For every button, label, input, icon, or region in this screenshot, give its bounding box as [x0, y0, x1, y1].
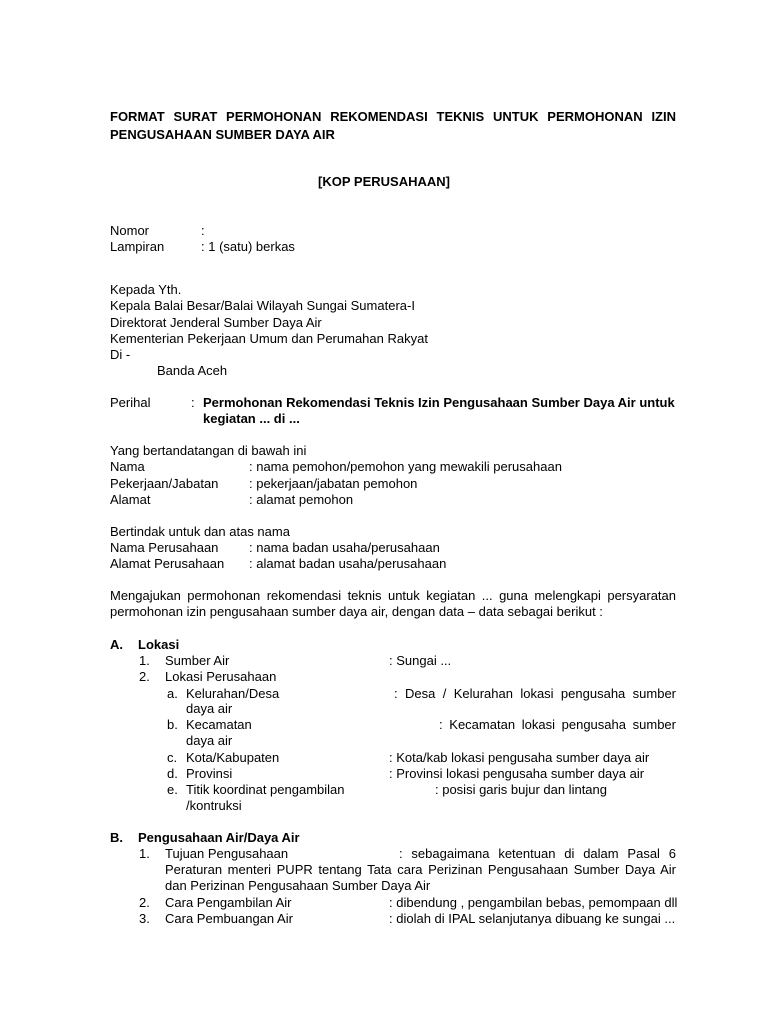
section-b-heading: Pengusahaan Air/Daya Air: [138, 830, 300, 845]
section-a-item-number: 2.: [139, 669, 150, 684]
company-value: : nama badan usaha/perusahaan: [249, 540, 440, 555]
perihal-label: Perihal: [110, 395, 151, 410]
sub-item-letter: a.: [167, 686, 178, 701]
sub-item-letter: b.: [167, 717, 178, 732]
section-b-item-number: 3.: [139, 911, 150, 926]
addressee-line: Di -: [110, 347, 131, 362]
sub-item-value: : Kota/kab lokasi pengusaha sumber daya air: [389, 750, 650, 765]
applicant-value: : pekerjaan/jabatan pemohon: [249, 476, 418, 491]
request-line-1: [110, 588, 676, 604]
company-value: : alamat badan usaha/perusahaan: [249, 556, 447, 571]
section-a-item-value: : Sungai ...: [389, 653, 452, 668]
section-b-item-value: : sebagaimana ketentuan di dalam Pasal 6: [399, 846, 676, 861]
section-b-item-value: : diolah di IPAL selanjutanya dibuang ke sungai ...: [389, 911, 676, 926]
addressee-line: Kepala Balai Besar/Balai Wilayah Sungai Sumatera-I: [110, 298, 415, 313]
applicant-label: Pekerjaan/Jabatan: [110, 476, 219, 491]
company-label: Nama Perusahaan: [110, 540, 219, 555]
sub-item-value-continued: daya air: [186, 733, 233, 748]
lampiran-label: Lampiran: [110, 239, 165, 254]
addressee-line: Kementerian Pekerjaan Umum dan Perumahan Rakyat: [110, 331, 428, 346]
kop-placeholder: [KOP PERUSAHAAN]: [318, 174, 450, 189]
addressee-line: Direktorat Jenderal Sumber Daya Air: [110, 315, 322, 330]
applicant-label: Alamat: [110, 492, 151, 507]
sub-item-value: : posisi garis bujur dan lintang: [435, 782, 607, 797]
sub-item-letter: d.: [167, 766, 178, 781]
section-b-item-number: 2.: [139, 895, 150, 910]
section-b-letter: B.: [110, 830, 123, 845]
sub-item-value-continued: daya air: [186, 701, 233, 716]
applicant-intro: Yang bertandatangan di bawah ini: [110, 443, 307, 458]
addressee-line: Kepada Yth.: [110, 282, 182, 297]
section-a-item-label: Lokasi Perusahaan: [165, 669, 277, 684]
nomor-label: Nomor: [110, 223, 150, 238]
section-a-item-number: 1.: [139, 653, 150, 668]
sub-item-label: Provinsi: [186, 766, 233, 781]
section-b-item-label: Tujuan Pengusahaan: [165, 846, 289, 861]
addressee-city: Banda Aceh: [157, 363, 228, 378]
applicant-value: : alamat pemohon: [249, 492, 354, 507]
section-b-item-value-continued: dan Perizinan Pengusahaan Sumber Daya Air: [165, 878, 431, 893]
company-intro: Bertindak untuk dan atas nama: [110, 524, 290, 539]
request-line-1-text: Mengajukan permohonan rekomendasi teknis untuk kegiatan ... guna melengkapi persyaratan: [110, 588, 676, 603]
company-label: Alamat Perusahaan: [110, 556, 225, 571]
section-b-item-value-continued: Peraturan menteri PUPR tentang Tata cara Perizinan Pengusahaan Sumber Daya Air: [165, 862, 676, 877]
sub-item-value: : Kecamatan lokasi pengusaha sumber: [439, 717, 676, 732]
sub-item-label: Kecamatan: [186, 717, 252, 732]
applicant-value: : nama pemohon/pemohon yang mewakili perusahaan: [249, 459, 562, 474]
sub-item-label: Kota/Kabupaten: [186, 750, 280, 765]
sub-item-label: Titik koordinat pengambilan: [186, 782, 345, 797]
perihal-text-line-1: Permohonan Rekomendasi Teknis Izin Pengusahaan Sumber Daya Air untuk: [203, 395, 675, 410]
title-line-1: FORMAT SURAT PERMOHONAN REKOMENDASI TEKNIS UNTUK PERMOHONAN IZIN: [110, 109, 676, 124]
applicant-label: Nama: [110, 459, 145, 474]
section-b-item-label: Cara Pembuangan Air: [165, 911, 293, 926]
section-b-item-label: Cara Pengambilan Air: [165, 895, 292, 910]
section-b-item-value: : dibendung , pengambilan bebas, pemompaan dll: [389, 895, 678, 910]
sub-item-letter: e.: [167, 782, 178, 797]
sub-item-letter: c.: [167, 750, 178, 765]
request-line-2: permohonan izin pengusahaan sumber daya air, dengan data – data sebagai berikut :: [110, 604, 603, 619]
section-b-item-number: 1.: [139, 846, 150, 861]
section-a-item-label: Sumber Air: [165, 653, 230, 668]
section-a-letter: A.: [110, 637, 123, 652]
sub-item-label: Kelurahan/Desa: [186, 686, 280, 701]
section-a-heading: Lokasi: [138, 637, 180, 652]
document-title: [110, 108, 676, 144]
perihal-text-line-2: kegiatan ... di ...: [203, 411, 300, 426]
nomor-value: :: [201, 223, 205, 238]
sub-item-value: : Provinsi lokasi pengusaha sumber daya air: [389, 766, 645, 781]
perihal-colon: :: [191, 395, 195, 410]
sub-item-label-continued: /kontruksi: [186, 798, 242, 813]
lampiran-value: : 1 (satu) berkas: [201, 239, 295, 254]
sub-item-value: : Desa / Kelurahan lokasi pengusaha sumber: [394, 686, 676, 701]
title-line-2: PENGUSAHAAN SUMBER DAYA AIR: [110, 127, 335, 142]
